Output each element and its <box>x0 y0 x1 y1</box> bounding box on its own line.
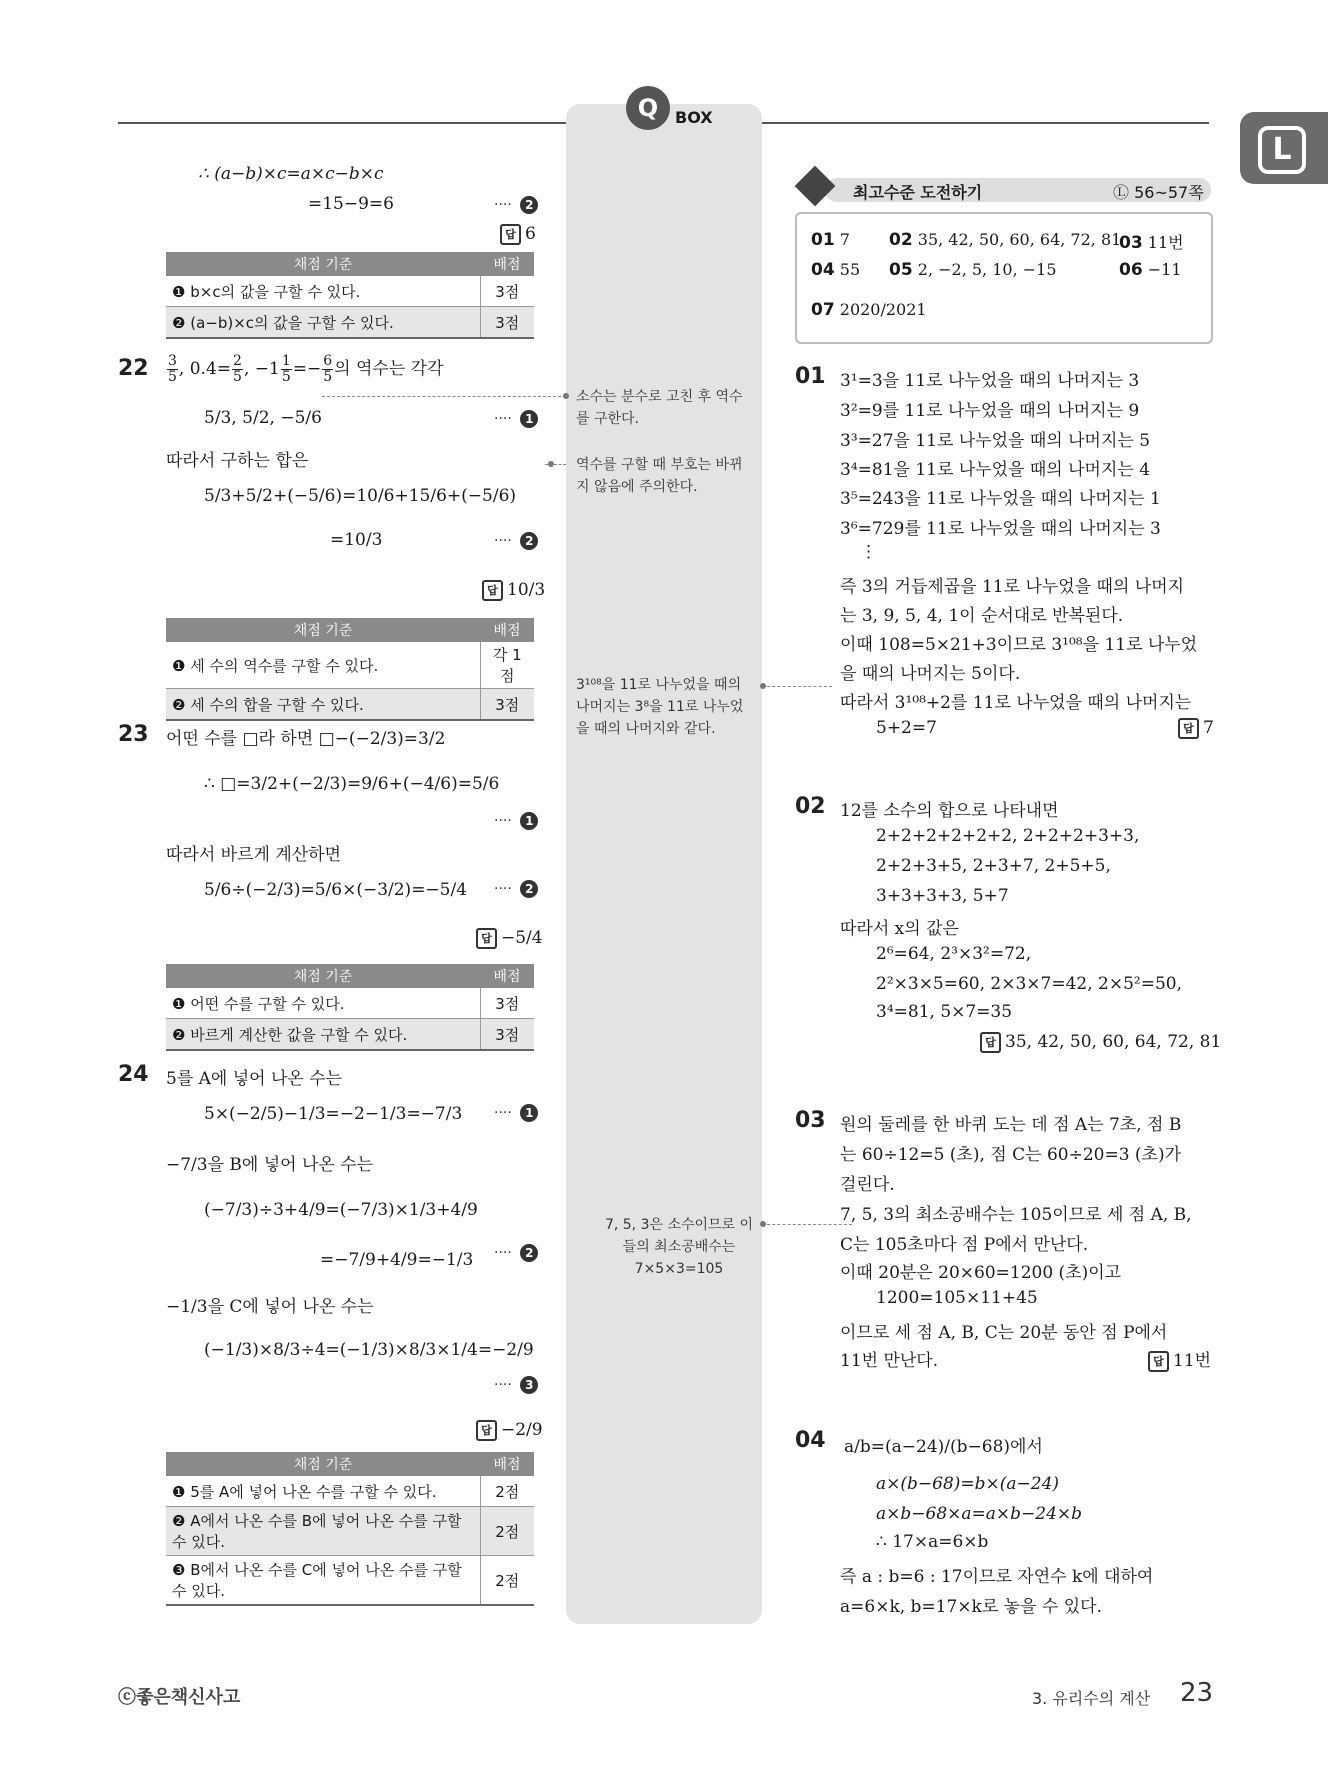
p21-line-1: ∴ (a−b)×c=a×c−b×c <box>198 164 384 184</box>
note-dot <box>563 393 569 399</box>
p03-line: 원의 둘레를 한 바퀴 도는 데 점 A는 7초, 점 B <box>840 1115 1182 1135</box>
p01-line: 3⁵=243을 11로 나누었을 때의 나머지는 1 <box>840 489 1161 509</box>
p22-line-2: 5/3, 5/2, −5/6 <box>204 408 322 428</box>
answer: 답 −5/4 <box>476 928 543 949</box>
challenge-title: 최고수준 도전하기 <box>853 183 983 202</box>
p01-line: 3⁶=729를 11로 나누었을 때의 나머지는 3 <box>840 519 1161 539</box>
p04-line: a=6×k, b=17×k로 놓을 수 있다. <box>840 1597 1102 1617</box>
criteria-header: 채점 기준 <box>166 252 480 276</box>
p03-line: 걸린다. <box>840 1175 895 1195</box>
p24-line-5: =−7/9+4/9=−1/3 <box>320 1250 474 1270</box>
challenge-page-ref: Ⓛ 56~57쪽 <box>1113 183 1204 202</box>
p23-line-2: ∴ □=3/2+(−2/3)=9/6+(−4/6)=5/6 <box>204 774 500 794</box>
answer-icon: 답 <box>482 580 503 601</box>
criteria-points: 3점 <box>480 988 534 1019</box>
p02-line: 3⁴=81, 5×7=35 <box>876 1002 1013 1022</box>
problem-number: 23 <box>118 722 149 747</box>
challenge-header <box>795 172 1210 206</box>
p01-line: 3³=27을 11로 나누었을 때의 나머지는 5 <box>840 431 1151 451</box>
points-header: 배점 <box>480 618 534 642</box>
qbox-note: 소수는 분수로 고친 후 역수를 구한다. <box>576 389 743 427</box>
p03-line: 7, 5, 3의 최소공배수는 105이므로 세 점 A, B, <box>840 1205 1192 1225</box>
p02-line: 2+2+2+2+2+2, 2+2+2+3+3, <box>876 826 1140 846</box>
note-dot <box>548 461 554 467</box>
note-leader <box>322 396 566 397</box>
points-header: 배점 <box>480 964 534 988</box>
qbox-note: 3¹⁰⁸을 11로 나누었을 때의 나머지는 3⁸을 11로 나누었을 때의 나머지와 같다. <box>576 677 744 737</box>
p22-line-4: 5/3+5/2+(−5/6)=10/6+15/6+(−5/6) <box>204 486 517 506</box>
criteria-table <box>166 1452 534 1606</box>
answer-icon: 답 <box>1148 1351 1169 1372</box>
qbox-note: 역수를 구할 때 부호는 바뀌지 않음에 주의한다. <box>576 457 743 495</box>
p01-line: 는 3, 9, 5, 4, 1이 순서대로 반복된다. <box>840 606 1124 626</box>
chapter-title: 3. 유리수의 계산 <box>1032 1689 1151 1708</box>
cube-icon <box>795 166 836 207</box>
answer: 답 11번 <box>1148 1346 1211 1372</box>
criteria-points: 2점 <box>480 1476 534 1507</box>
criteria-item: ❶ 5를 A에 넣어 나온 수를 구할 수 있다. <box>166 1476 480 1507</box>
p04-line: ∴ 17×a=6×b <box>876 1532 989 1552</box>
criteria-points: 3점 <box>480 307 534 339</box>
answer: 답 35, 42, 50, 60, 64, 72, 81 <box>980 1032 1221 1053</box>
p02-line: 3+3+3+3, 5+7 <box>876 886 1009 906</box>
summary-answer: 05 2, −2, 5, 10, −15 <box>889 260 1057 280</box>
criteria-item: ❷ A에서 나온 수를 B에 넣어 나온 수를 구할 수 있다. <box>166 1507 480 1556</box>
p01-line: 3¹=3을 11로 나누었을 때의 나머지는 3 <box>840 371 1140 391</box>
header-rule-left <box>118 122 566 124</box>
p04-line: 즉 a : b=6 : 17이므로 자연수 k에 대하여 <box>840 1567 1154 1587</box>
criteria-points: 3점 <box>480 689 534 721</box>
p22-line-1: $\frac{3}{5}$ , 0.4= $\frac{2}{5}$ , −1 $\frac{1}{5}$ =− $\frac{6}{5}$ 의 역수는 각각 <box>168 353 444 385</box>
criteria-item: ❸ B에서 나온 수를 C에 넣어 나온 수를 구할 수 있다. <box>166 1556 480 1606</box>
p01-line: 3²=9를 11로 나누었을 때의 나머지는 9 <box>840 401 1140 421</box>
publisher: ⓒ좋은책신사고 <box>118 1687 241 1708</box>
points-header: 배점 <box>480 1452 534 1476</box>
header-rule-right <box>762 122 1209 124</box>
criteria-item: ❷ 바르게 계산한 값을 구할 수 있다. <box>166 1019 480 1051</box>
p01-line: 즉 3의 거듭제곱을 11로 나누었을 때의 나머지 <box>840 577 1185 597</box>
p03-line: C는 105초마다 점 P에서 만난다. <box>840 1235 1089 1255</box>
step-marker: ···· 1 <box>494 812 538 830</box>
p24-line-3: −7/3을 B에 넣어 나온 수는 <box>166 1155 374 1175</box>
problem-number: 03 <box>795 1108 826 1133</box>
answer: 답 −2/9 <box>476 1420 543 1441</box>
p01-line: 따라서 3¹⁰⁸+2를 11로 나누었을 때의 나머지는 <box>840 693 1192 713</box>
p01-line: 5+2=7 <box>876 718 937 738</box>
criteria-item: ❷ 세 수의 합을 구할 수 있다. <box>166 689 480 721</box>
p03-line: 1200=105×11+45 <box>876 1288 1038 1308</box>
p02-line: 2²×3×5=60, 2×3×7=42, 2×5²=50, <box>876 974 1183 994</box>
p24-line-2: 5×(−2/5)−1/3=−2−1/3=−7/3 <box>204 1104 463 1124</box>
criteria-header: 채점 기준 <box>166 964 480 988</box>
level-tab <box>1240 112 1328 184</box>
summary-answer: 06 −11 <box>1119 260 1182 280</box>
summary-answer: 02 35, 42, 50, 60, 64, 72, 81 <box>889 230 1122 250</box>
p02-line: 12를 소수의 합으로 나타내면 <box>840 801 1059 821</box>
step-marker: ···· 2 <box>494 196 538 214</box>
note-dot <box>760 1221 766 1227</box>
p02-line: 따라서 x의 값은 <box>840 919 959 939</box>
criteria-points: 2점 <box>480 1556 534 1606</box>
step-marker: ···· 1 <box>494 410 538 428</box>
p23-line-4: 5/6÷(−2/3)=5/6×(−3/2)=−5/4 <box>204 880 468 900</box>
p03-line: 11번 만난다. <box>840 1351 939 1371</box>
answer: 답 6 <box>500 224 536 245</box>
p04-line: a×(b−68)=b×(a−24) <box>876 1474 1060 1494</box>
p22-line-5: =10/3 <box>330 530 383 550</box>
p22-line-3: 따라서 구하는 합은 <box>166 451 309 471</box>
answer-icon: 답 <box>476 928 497 949</box>
step-marker: ···· 3 <box>494 1376 538 1394</box>
p04-line: a×b−68×a=a×b−24×b <box>876 1504 1083 1524</box>
answer: 답 10/3 <box>482 580 545 601</box>
problem-number: 22 <box>118 356 149 381</box>
step-marker: ···· 2 <box>494 880 538 898</box>
summary-answer: 04 55 <box>811 260 861 280</box>
criteria-points: 3점 <box>480 276 534 307</box>
p24-line-4: (−7/3)÷3+4/9=(−7/3)×1/3+4/9 <box>204 1200 478 1220</box>
p21-line-2: =15−9=6 <box>308 194 394 214</box>
note-leader <box>762 1224 852 1225</box>
answer: 답 7 <box>1178 718 1214 739</box>
problem-number: 02 <box>795 794 826 819</box>
p24-line-1: 5를 A에 넣어 나온 수는 <box>166 1069 343 1089</box>
step-marker: ···· 2 <box>494 532 538 550</box>
criteria-item: ❶ 어떤 수를 구할 수 있다. <box>166 988 480 1019</box>
summary-answer: 03 11번 <box>1119 233 1184 253</box>
criteria-table <box>166 618 534 721</box>
p01-line: 을 때의 나머지는 5이다. <box>840 664 1021 684</box>
criteria-points: 각 1점 <box>480 642 534 689</box>
criteria-points: 2점 <box>480 1507 534 1556</box>
criteria-table <box>166 252 534 339</box>
p23-line-3: 따라서 바르게 계산하면 <box>166 845 342 865</box>
p03-line: 이때 20분은 20×60=1200 (초)이고 <box>840 1263 1122 1283</box>
criteria-table <box>166 964 534 1051</box>
step-marker: ···· 2 <box>494 1244 538 1262</box>
note-dot <box>760 683 766 689</box>
p24-line-6: −1/3을 C에 넣어 나온 수는 <box>166 1297 374 1317</box>
criteria-item: ❶ b×c의 값을 구할 수 있다. <box>166 276 480 307</box>
criteria-header: 채점 기준 <box>166 618 480 642</box>
criteria-header: 채점 기준 <box>166 1452 480 1476</box>
page-number: 23 <box>1180 1678 1214 1708</box>
problem-number: 01 <box>795 364 826 389</box>
summary-answer: 01 7 <box>811 230 850 250</box>
q-box-label: BOX <box>675 108 713 127</box>
answer-summary-box <box>795 212 1213 344</box>
answer-icon: 답 <box>980 1032 1001 1053</box>
p04-line: a/b=(a−24)/(b−68)에서 <box>844 1437 1043 1457</box>
p02-line: 2+2+3+5, 2+3+7, 2+5+5, <box>876 856 1111 876</box>
step-marker: ···· 1 <box>494 1104 538 1122</box>
problem-number: 24 <box>118 1062 149 1087</box>
p03-line: 이므로 세 점 A, B, C는 20분 동안 점 P에서 <box>840 1323 1168 1343</box>
p01-line: 3⁴=81을 11로 나누었을 때의 나머지는 4 <box>840 460 1151 480</box>
criteria-item: ❷ (a−b)×c의 값을 구할 수 있다. <box>166 307 480 339</box>
note-leader <box>762 686 832 687</box>
level-tab-icon: L <box>1258 126 1306 174</box>
qbox-note: 7, 5, 3은 소수이므로 이들의 최소공배수는 7×5×3=105 <box>604 1217 754 1277</box>
p01-line: 이때 108=5×21+3이므로 3¹⁰⁸을 11로 나누었 <box>840 635 1198 655</box>
points-header: 배점 <box>480 252 534 276</box>
answer-icon: 답 <box>476 1420 497 1441</box>
p24-line-7: (−1/3)×8/3÷4=(−1/3)×8/3×1/4=−2/9 <box>204 1340 534 1360</box>
summary-answer: 07 2020/2021 <box>811 300 927 320</box>
p02-line: 2⁶=64, 2³×3²=72, <box>876 944 1032 964</box>
criteria-item: ❶ 세 수의 역수를 구할 수 있다. <box>166 642 480 689</box>
p01-line: ⋮ <box>860 542 877 562</box>
p03-line: 는 60÷12=5 (초), 점 C는 60÷20=3 (초)가 <box>840 1145 1182 1165</box>
answer-icon: 답 <box>1178 718 1199 739</box>
p23-line-1: 어떤 수를 □라 하면 □−(−2/3)=3/2 <box>166 729 446 749</box>
criteria-points: 3점 <box>480 1019 534 1051</box>
q-box-column <box>566 104 762 1624</box>
q-box-icon: Q <box>626 86 670 130</box>
answer-icon: 답 <box>500 224 521 245</box>
problem-number: 04 <box>795 1428 826 1453</box>
